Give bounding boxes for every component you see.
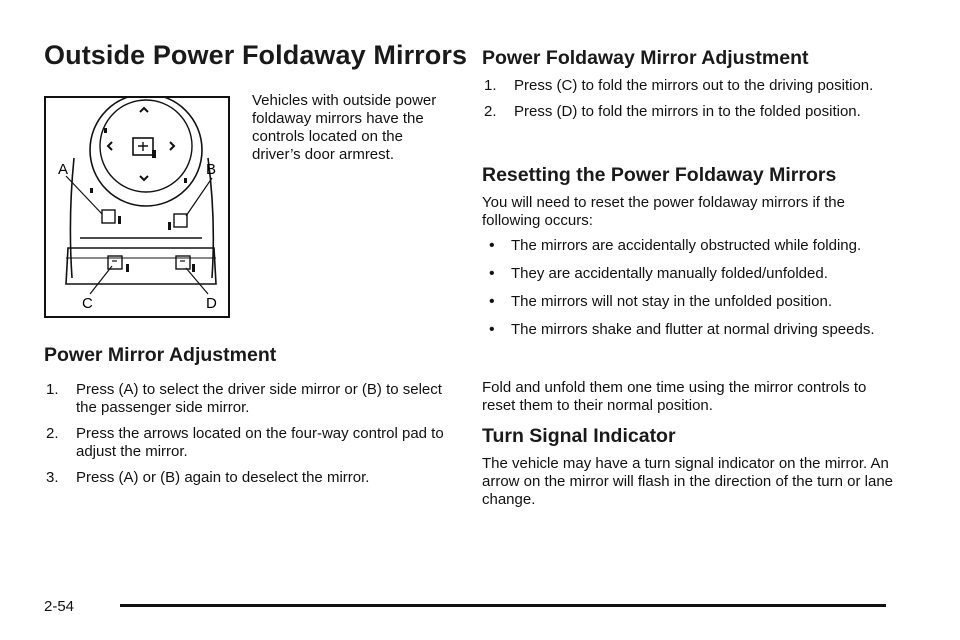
list-item: • The mirrors shake and flutter at normal driving speeds. <box>489 321 875 338</box>
heading-turn-signal: Turn Signal Indicator <box>482 425 676 447</box>
resetting-outro: Fold and unfold them one time using the mirror controls to reset them to their normal position. <box>482 379 867 414</box>
heading-power-mirror-adjustment: Power Mirror Adjustment <box>44 344 277 366</box>
list-item: 2. Press (D) to fold the mirrors in to the folded position. <box>484 103 861 120</box>
label-c: C <box>82 295 93 312</box>
resetting-intro: You will need to reset the power foldaway mirrors if the following occurs: <box>482 194 845 229</box>
label-a: A <box>58 161 69 178</box>
turn-signal-text: The vehicle may have a turn signal indicator on the mirror. An arrow on the mirror will flash in the direction of the turn or lane change. <box>482 455 894 508</box>
footer-rule <box>120 604 886 607</box>
bullet-icon: • <box>489 237 495 254</box>
mirror-controls-illustration <box>44 96 230 318</box>
bullet-icon: • <box>489 265 495 282</box>
label-b: B <box>206 161 217 178</box>
label-d: D <box>206 295 217 312</box>
list-item: • The mirrors will not stay in the unfolded position. <box>489 293 832 310</box>
mirror-controls-drawing <box>46 98 232 320</box>
bullet-icon: • <box>489 293 495 310</box>
bullet-icon: • <box>489 321 495 338</box>
page-number: 2-54 <box>44 598 75 615</box>
power-mirror-steps <box>46 381 446 495</box>
heading-resetting: Resetting the Power Foldaway Mirrors <box>482 164 837 186</box>
list-item: 3. Press (A) or (B) again to deselect the mirror. <box>46 469 370 486</box>
page-title: Outside Power Foldaway Mirrors <box>44 40 468 70</box>
list-item: • The mirrors are accidentally obstructed while folding. <box>489 237 862 254</box>
list-item: 2. Press the arrows located on the four-way control pad to adjust the mirror. <box>46 425 444 460</box>
list-item: 1. Press (C) to fold the mirrors out to the driving position. <box>484 77 874 94</box>
foldaway-steps <box>484 77 884 129</box>
list-item: • They are accidentally manually folded/unfolded. <box>489 265 828 282</box>
intro-text: Vehicles with outside power foldaway mirrors have the controls located on the driver’s door armrest. <box>252 92 437 163</box>
heading-foldaway-adjustment: Power Foldaway Mirror Adjustment <box>482 47 809 69</box>
resetting-bullets <box>484 236 894 348</box>
list-item: 1. Press (A) to select the driver side mirror or (B) to select the passenger side mirror. <box>46 381 442 416</box>
